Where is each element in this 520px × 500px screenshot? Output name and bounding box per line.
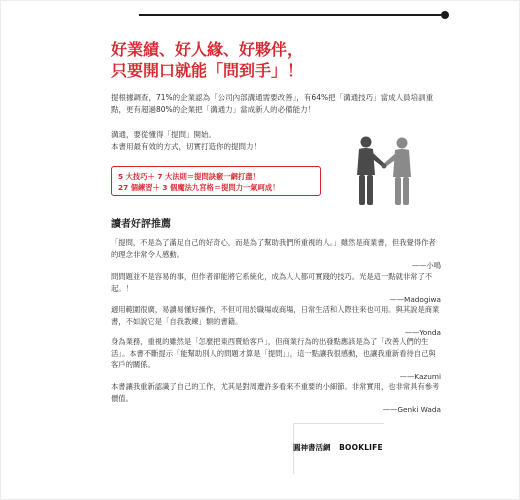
- reviews-title: 讀者好評推薦: [111, 219, 171, 230]
- review-author: ——Madogiwa: [389, 295, 441, 304]
- howto-line-2: 本書用最有效的方式，切實打造你的提問力！: [111, 141, 261, 151]
- handshake-hands: [382, 164, 387, 169]
- review-author: ——Yonda: [404, 328, 441, 337]
- review-item: [111, 271, 441, 306]
- review-item: [111, 381, 441, 416]
- callout-line-1: 5 大技巧＋ 7 大法則＝提問訣竅一網打盡！: [118, 172, 260, 181]
- booklife-logo: BOOKLIFE: [339, 443, 383, 452]
- left-person-figure: [357, 137, 386, 206]
- headline-line-1: 好業績、好人緣、好夥伴，: [111, 40, 304, 59]
- review-text: 身為業務，重視的雖然是「怎麼把東西賣給客戶」，但商業行為的出發點應該是為了「改善人們的生活」。本書不斷提示「能幫助別人的問題才算是「提問」」，這一點讓我很感動，也讓我重新看待自己與客戶的關係。: [111, 337, 436, 369]
- callout-line-2: 27 個練習＋ 3 個魔法九宮格＝提問力一氣呵成！: [118, 183, 280, 192]
- top-rule: [139, 14, 441, 16]
- footer-logos: [293, 442, 383, 453]
- review-text: 問問題並不是容易的事，但作者卻能將它系統化，成為人人都可實踐的技巧。光是這一點就非常了不起。！: [111, 272, 433, 293]
- howto-line-1: 溝通，要從懂得「提問」開始。: [111, 130, 216, 139]
- intro-paragraph: [111, 92, 441, 115]
- review-author: ——小鳴: [411, 261, 441, 270]
- review-item: [111, 237, 441, 272]
- headline: [111, 39, 441, 81]
- publisher-logo: 圓神書活網: [293, 443, 331, 452]
- review-author: ——Genki Wada: [382, 405, 441, 414]
- headline-line-2: 只要開口就能「問到手」！: [111, 61, 304, 80]
- review-text: 「提問，不是為了滿足自己的好奇心，而是為了幫助我們所重視的人。」雖然是商業書，但我覺得作者的理念非常令人感動。: [111, 238, 436, 259]
- intro-text: 提根據調查，71%的企業認為「公司內部溝通需要改善」，有64%把「溝通技巧」當成人員培訓重點，更有超過80%的企業把「溝通力」當成新人的必備能力！: [111, 93, 434, 114]
- review-author: ——Kazumi: [399, 371, 441, 381]
- right-person-figure: [382, 138, 411, 206]
- review-text: 適用範圍很廣，易讀易懂好操作，不但可用於職場或商場，日常生活和人際往來也可用。與其說是商業書，不如說它是「自我教練」類的書籍。: [111, 305, 440, 326]
- review-text: 本書讓我重新認識了自己的工作，尤其是對周遭許多看來不重要的小細節。非常實用，也非常具有參考價值。: [111, 382, 440, 403]
- review-item: [111, 304, 441, 339]
- top-rule-dot: [441, 11, 449, 19]
- callout-box: [111, 166, 321, 196]
- handshake-illustration: [349, 135, 419, 209]
- review-item: [111, 336, 441, 382]
